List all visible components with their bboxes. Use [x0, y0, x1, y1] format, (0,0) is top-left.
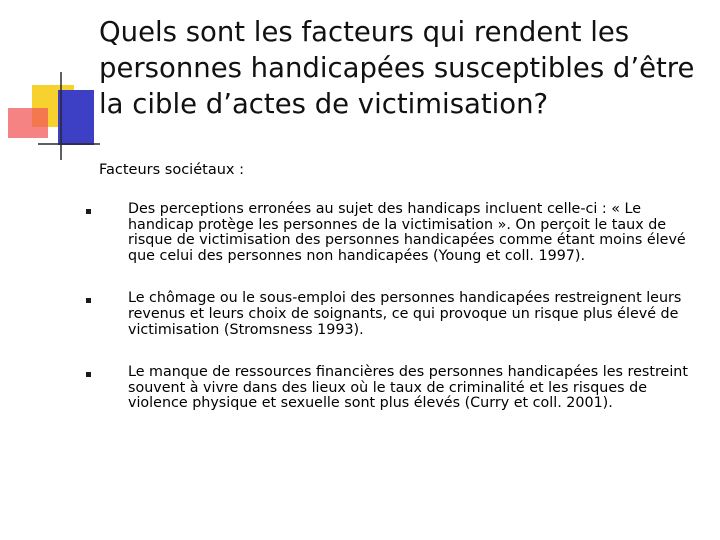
bullet-text: Des perceptions erronées au sujet des handicaps incluent celle-ci : « Le handicap protège les personnes de la victimisation ». On perçoit le taux de risque de victimisation des personnes handicapées comme étant moins élevé que celui des personnes non handicapées (Young et coll. 1997).	[128, 201, 686, 264]
square-bullet-icon	[86, 372, 91, 377]
square-bullet-icon	[86, 209, 91, 214]
decorative-logo-graphic	[0, 0, 100, 170]
slide-title: Quels sont les facteurs qui rendent les personnes handicapées susceptibles d’être la cible d’actes de victimisation?	[99, 16, 695, 120]
deco-red-square	[8, 108, 48, 138]
bullet-text: Le manque de ressources financières des personnes handicapées les restreint souvent à vivre dans des lieux où le taux de criminalité et les risques de violence physique et sexuelle sont plus élevés (Curry et coll. 2001).	[128, 364, 688, 412]
section-label: Facteurs sociétaux :	[99, 162, 244, 178]
bullet-text: Le chômage ou le sous-emploi des personnes handicapées restreignent leurs revenus et leurs choix de soignants, ce qui provoque un risque plus élevé de victimisation (Stromsness 1993).	[128, 290, 682, 338]
bullet-list	[86, 202, 706, 439]
list-item	[86, 365, 706, 412]
deco-blue-square	[58, 90, 94, 145]
square-bullet-icon	[86, 298, 91, 303]
list-item	[86, 291, 706, 338]
list-item	[86, 202, 706, 264]
